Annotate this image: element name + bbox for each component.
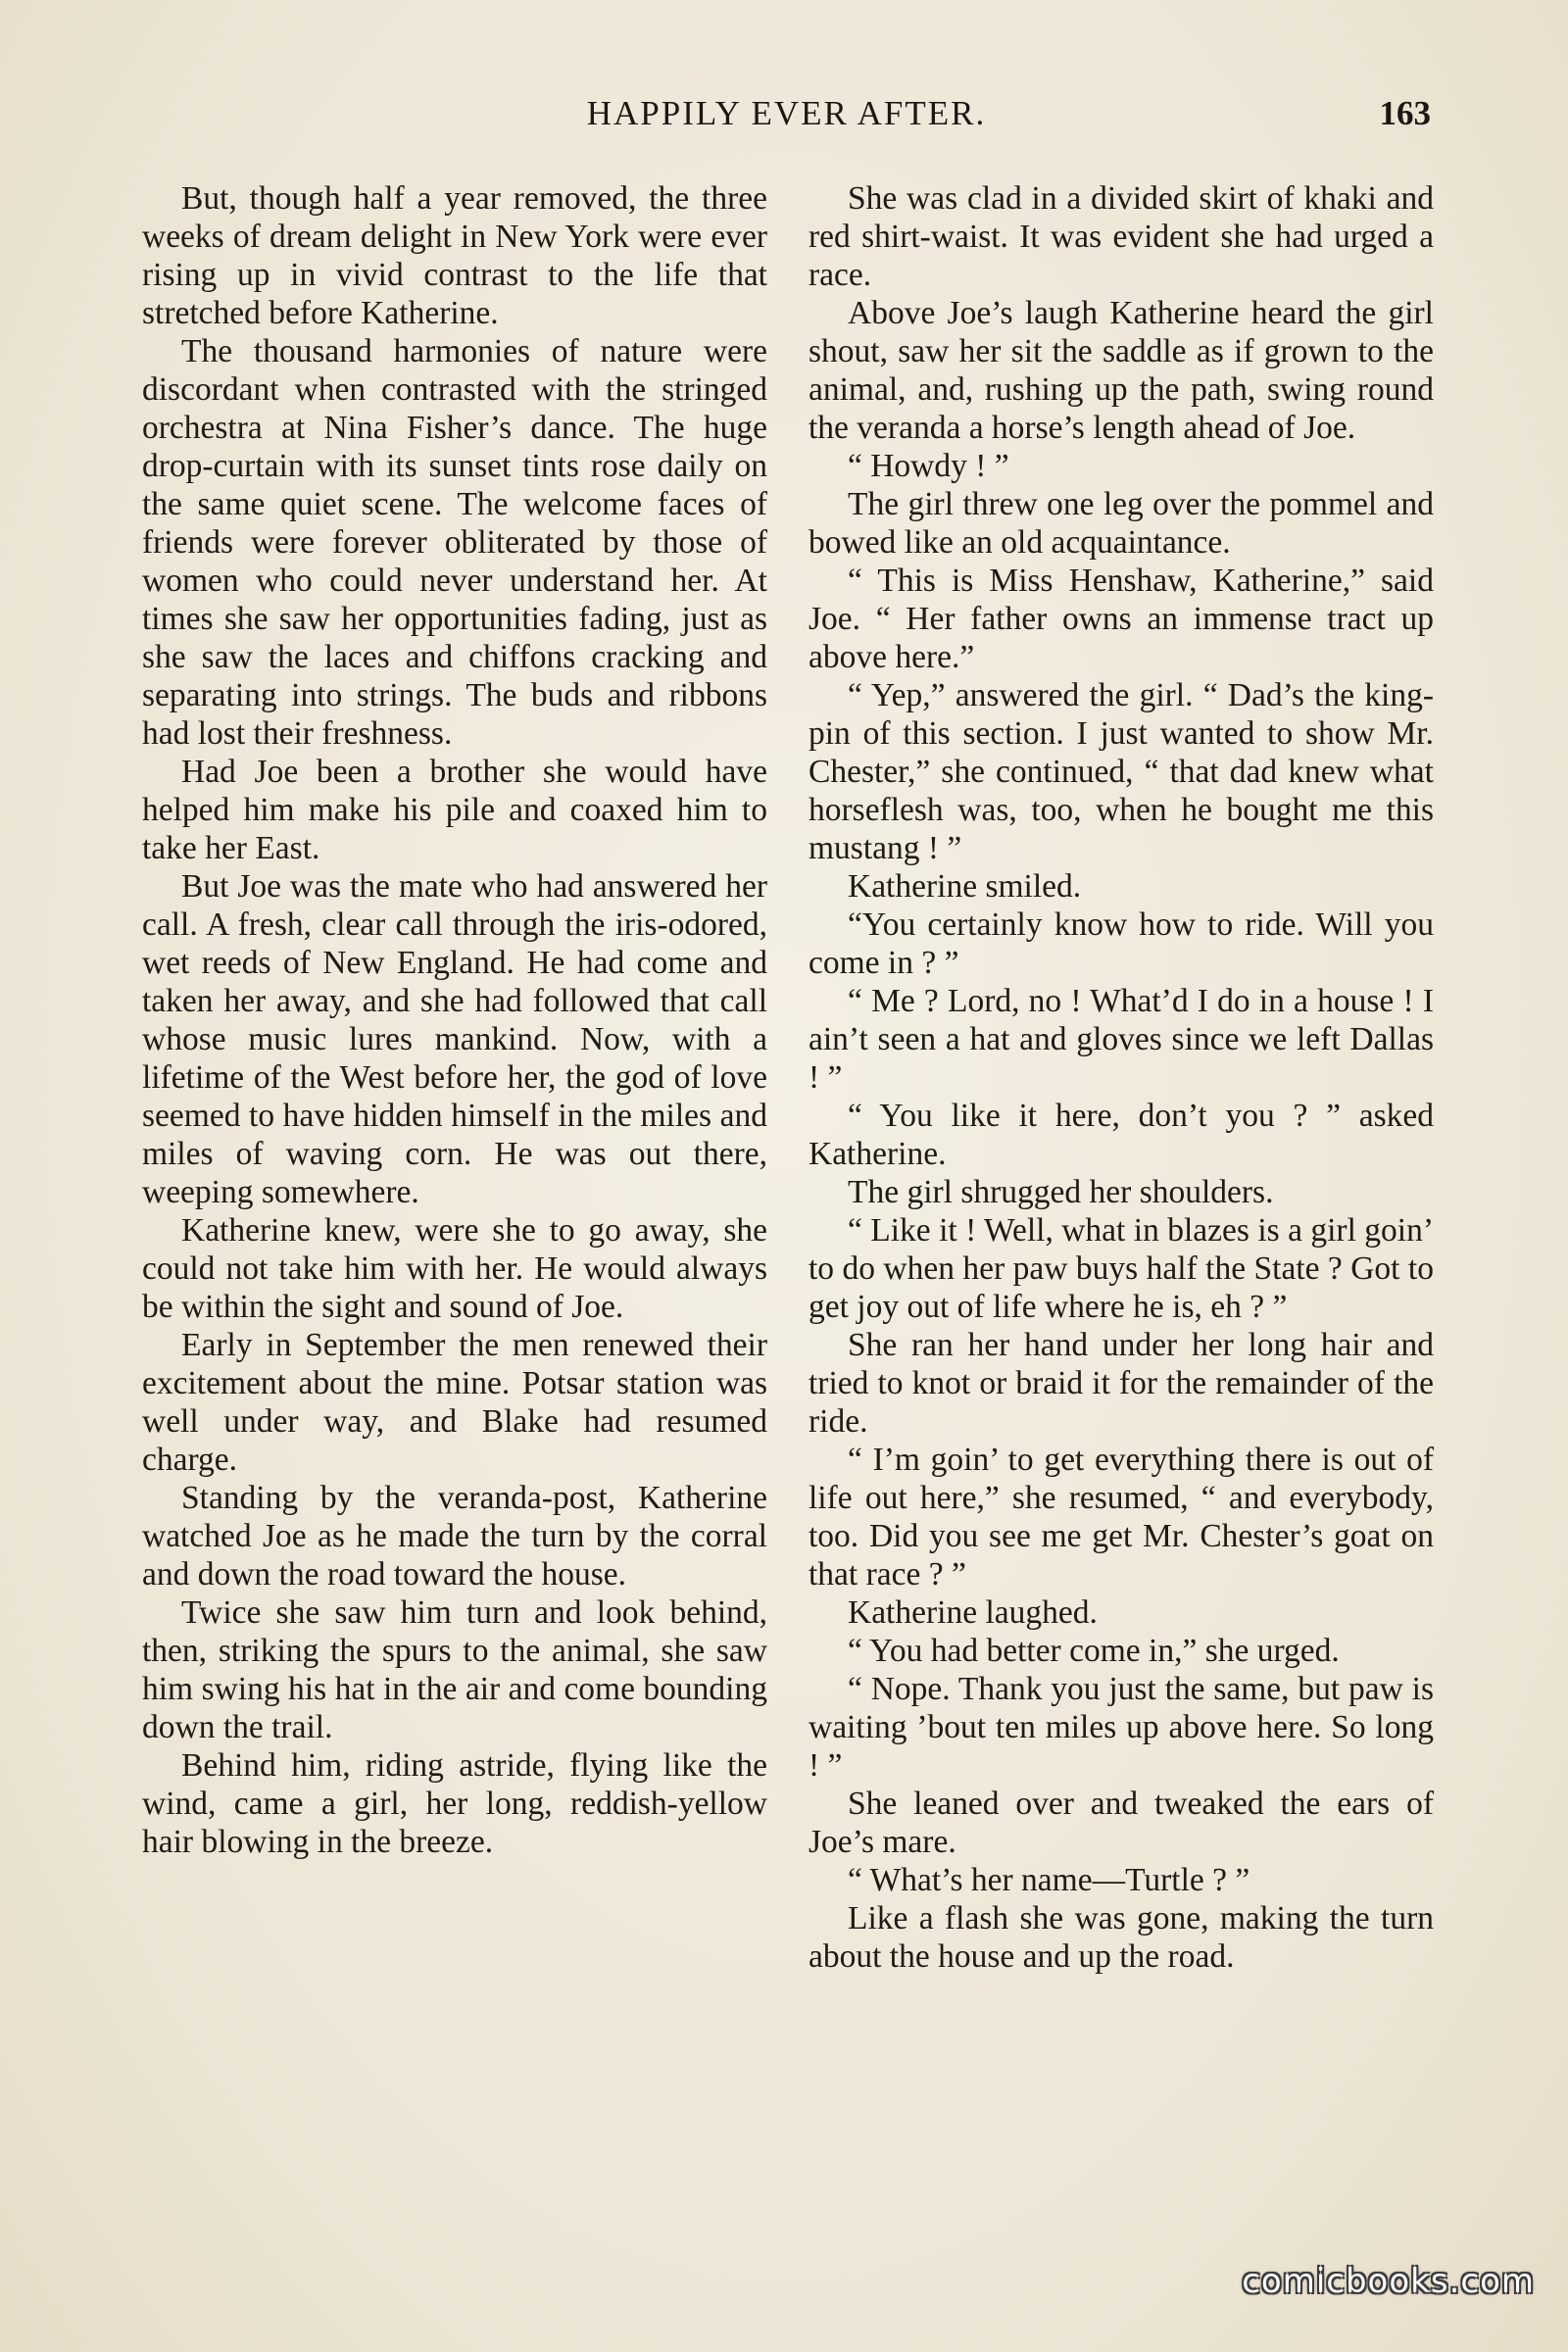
paragraph: Katherine smiled. <box>848 868 1082 905</box>
paragraph: Katherine laughed. <box>848 1594 1098 1631</box>
paragraph: “ This is Miss Henshaw, Katherine,” said Joe. “ Her father owns an immense tract up above here.” <box>808 563 1434 675</box>
paragraph: She leaned over and tweaked the ears of Joe’s mare. <box>808 1786 1434 1860</box>
paragraph: Like a flash she was gone, making the turn about the house and up the road. <box>808 1900 1434 1975</box>
paragraph: But, though half a year removed, the three weeks of dream delight in New York were ever rising up in vivid contrast to the life that stretched before Katherine. <box>142 180 767 331</box>
paragraph: “ Yep,” answered the girl. “ Dad’s the king-pin of this section. I just wanted to show Mr. Chester,” she continued, “ that dad knew what horseflesh was, too, when he bought me this mustang ! ” <box>808 677 1434 866</box>
paragraph: The girl threw one leg over the pommel and bowed like an old acquaintance. <box>808 486 1434 561</box>
paragraph: “ Like it ! Well, what in blazes is a girl goin’ to do when her paw buys half the State ? Got to get joy out of life where he is, eh ? ” <box>808 1212 1434 1325</box>
paragraph: “You certainly know how to ride. Will you come in ? ” <box>808 906 1434 981</box>
paragraph: “ Me ? Lord, no ! What’d I do in a house ! I ain’t seen a hat and gloves since we left Dallas ! ” <box>808 983 1434 1096</box>
paragraph: “ Nope. Thank you just the same, but paw is waiting ’bout ten miles up above here. So long ! ” <box>808 1671 1434 1784</box>
paragraph: “ You had better come in,” she urged. <box>848 1633 1340 1669</box>
paragraph: The thousand harmonies of nature were discordant when contrasted with the stringed orchestra at Nina Fisher’s dance. The huge drop-curtain with its sunset tints rose daily on the same quiet scene. The welcome faces of friends were forever obliterated by those of women who could never understand her. At times she saw her opportunities fading, just as she saw the laces and chiffons cracking and separating into strings. The buds and ribbons had lost their freshness. <box>142 333 767 752</box>
page-header <box>142 94 1431 153</box>
paragraph: Early in September the men renewed their excitement about the mine. Potsar station was well under way, and Blake had resumed charge. <box>142 1327 767 1478</box>
paragraph: “ I’m goin’ to get everything there is out of life out here,” she resumed, “ and everybody, too. Did you see me get Mr. Chester’s goat on that race ? ” <box>808 1442 1434 1592</box>
paragraph: Katherine knew, were she to go away, she could not take him with her. He would always be within the sight and sound of Joe. <box>142 1212 767 1325</box>
site-watermark: comicbooks.com <box>1242 2262 1535 2301</box>
paragraph: “ You like it here, don’t you ? ” asked Katherine. <box>808 1098 1434 1172</box>
running-title: HAPPILY EVER AFTER. <box>586 94 987 132</box>
paragraph: “ What’s her name—Turtle ? ” <box>848 1862 1250 1898</box>
paragraph: Behind him, riding astride, flying like the wind, came a girl, her long, reddish-yellow hair blowing in the breeze. <box>142 1747 767 1860</box>
paragraph: She was clad in a divided skirt of khaki and red shirt-waist. It was evident she had urged a race. <box>808 180 1434 293</box>
paragraph: “ Howdy ! ” <box>848 448 1009 484</box>
page-number: 163 <box>1379 94 1431 132</box>
left-column <box>142 179 767 1861</box>
paragraph: Above Joe’s laugh Katherine heard the girl shout, saw her sit the saddle as if grown to the animal, and, rushing up the path, swing round the veranda a horse’s length ahead of Joe. <box>808 295 1434 446</box>
paragraph: But Joe was the mate who had answered her call. A fresh, clear call through the iris-odored, wet reeds of New England. He had come and taken her away, and she had followed that call whose music lures mankind. Now, with a lifetime of the West before her, the god of love seemed to have hidden himself in the miles and miles of waving corn. He was out there, weeping somewhere. <box>142 868 767 1210</box>
paragraph: The girl shrugged her shoulders. <box>848 1174 1274 1210</box>
paragraph: Standing by the veranda-post, Katherine watched Joe as he made the turn by the corral and down the road toward the house. <box>142 1480 767 1592</box>
paragraph: Had Joe been a brother she would have helped him make his pile and coaxed him to take her East. <box>142 754 767 866</box>
paragraph: Twice she saw him turn and look behind, then, striking the spurs to the animal, she saw him swing his hat in the air and come bounding down the trail. <box>142 1594 767 1745</box>
paragraph: She ran her hand under her long hair and tried to knot or braid it for the remainder of the ride. <box>808 1327 1434 1440</box>
right-column <box>808 179 1434 1976</box>
